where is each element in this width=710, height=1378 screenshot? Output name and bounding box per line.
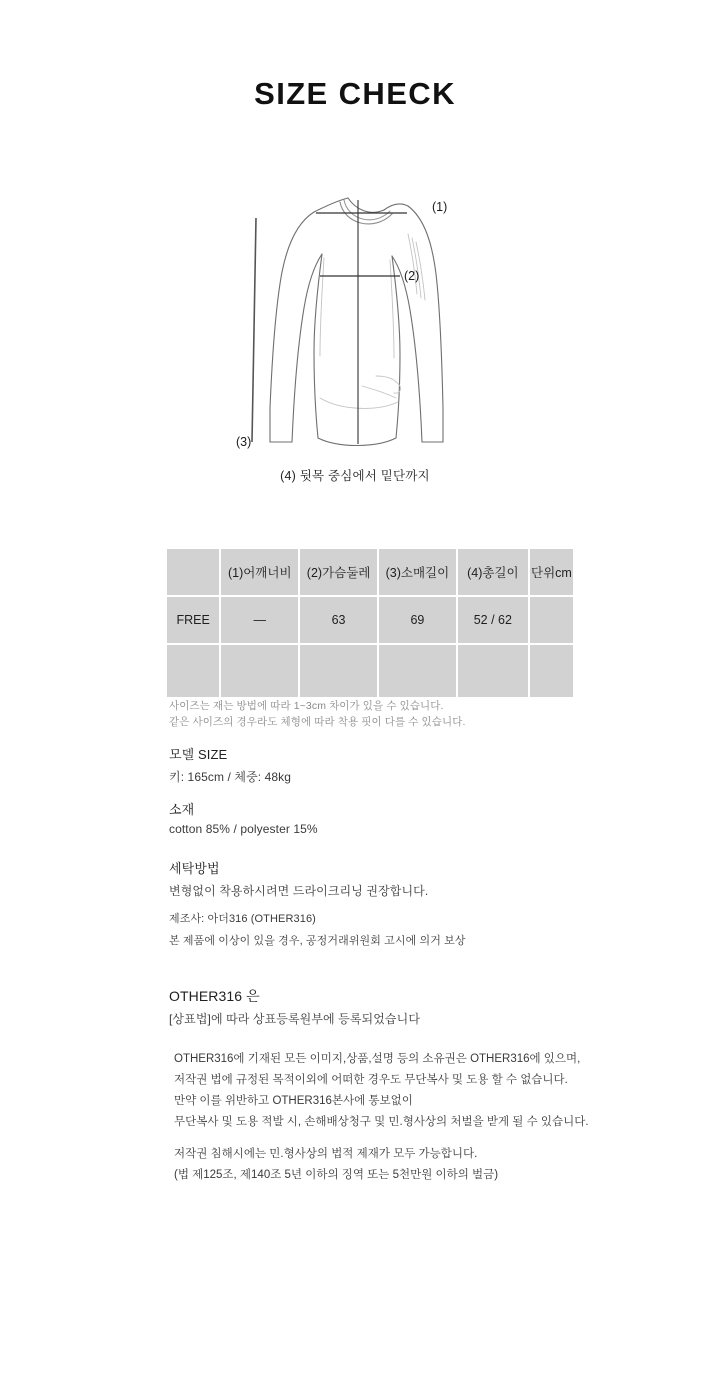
measurement-note-line-1: 사이즈는 재는 방법에 따라 1~3cm 차이가 있을 수 있습니다. bbox=[169, 700, 444, 712]
washing-value: 변형없이 착용하시려면 드라이크리닝 권장합니다. bbox=[169, 884, 429, 898]
table-row bbox=[167, 645, 573, 697]
copyright-line-2: 저작권 법에 규정된 목적이외에 어떠한 경우도 무단복사 및 도용 할 수 없습니다. bbox=[174, 1074, 568, 1086]
table-header-row bbox=[167, 549, 573, 597]
measurement-note-line-2: 같은 사이즈의 경우라도 체형에 따라 착용 핏이 다를 수 있습니다. bbox=[169, 716, 466, 728]
material-label: 소재 bbox=[169, 802, 195, 817]
trademark-line-1: OTHER316 은 bbox=[169, 988, 260, 1004]
diagram-marker-3: (3) bbox=[236, 435, 252, 449]
table-cell-empty-2 bbox=[300, 645, 379, 697]
manufacturer-line-2: 본 제품에 이상이 있을 경우, 공정거래위원회 고시에 의거 보상 bbox=[169, 935, 466, 947]
table-header-cell-shoulder: (1)어깨너비 bbox=[221, 549, 300, 597]
table-cell-size-name: FREE bbox=[167, 597, 221, 645]
page-title: SIZE CHECK bbox=[254, 76, 456, 111]
table-cell-unit bbox=[530, 597, 573, 645]
diagram-marker-2: (2) bbox=[404, 269, 420, 283]
manufacturer-line-1: 제조사: 아더316 (OTHER316) bbox=[169, 913, 316, 925]
table-cell-empty-1 bbox=[221, 645, 300, 697]
copyright-line-4: 무단복사 및 도용 적발 시, 손해배상청구 및 민.형사상의 처벌을 받게 될 수 있습니다. bbox=[174, 1116, 589, 1128]
table-header-cell-0 bbox=[167, 549, 221, 597]
table-header-cell-unit: 단위cm bbox=[530, 549, 573, 597]
diagram-marker-1: (1) bbox=[432, 200, 448, 214]
model-size-label: 모델 SIZE bbox=[169, 747, 228, 762]
table-cell-empty-5 bbox=[530, 645, 573, 697]
table-header-cell-sleeve: (3)소매길이 bbox=[379, 549, 458, 597]
table-header-cell-chest: (2)가슴둘레 bbox=[300, 549, 379, 597]
size-table bbox=[167, 549, 573, 697]
washing-label: 세탁방법 bbox=[169, 861, 220, 876]
copyright-line-1: OTHER316에 기재된 모든 이미지,상품,설명 등의 소유권은 OTHER316에 있으며, bbox=[174, 1053, 581, 1065]
measurement-notes bbox=[169, 698, 466, 730]
table-row bbox=[167, 597, 573, 645]
table-header-cell-length: (4)총길이 bbox=[458, 549, 530, 597]
material-value: cotton 85% / polyester 15% bbox=[169, 822, 318, 836]
table-cell-chest: 63 bbox=[300, 597, 379, 645]
table-cell-length: 52 / 62 bbox=[458, 597, 530, 645]
table-cell-empty-0 bbox=[167, 645, 221, 697]
trademark-line-2: [상표법]에 따라 상표등록원부에 등록되었습니다 bbox=[169, 1012, 421, 1026]
penalty-notice bbox=[174, 1144, 498, 1186]
copyright-line-3: 만약 이를 위반하고 OTHER316본사에 통보없이 bbox=[174, 1095, 413, 1107]
penalty-line-2: (법 제125조, 제140조 5년 이하의 징역 또는 5천만원 이하의 벌금) bbox=[174, 1169, 499, 1181]
model-size-value: 키: 165cm / 체중: 48kg bbox=[169, 770, 292, 784]
copyright-notice bbox=[174, 1049, 589, 1133]
table-cell-empty-4 bbox=[458, 645, 530, 697]
table-cell-sleeve: 69 bbox=[379, 597, 458, 645]
table-cell-empty-3 bbox=[379, 645, 458, 697]
penalty-line-1: 저작권 침해시에는 민.형사상의 법적 제재가 모두 가능합니다. bbox=[174, 1148, 478, 1160]
table-cell-shoulder: — bbox=[221, 597, 300, 645]
garment-diagram bbox=[236, 180, 486, 470]
diagram-caption: (4) 뒷목 중심에서 밑단까지 bbox=[280, 469, 430, 483]
